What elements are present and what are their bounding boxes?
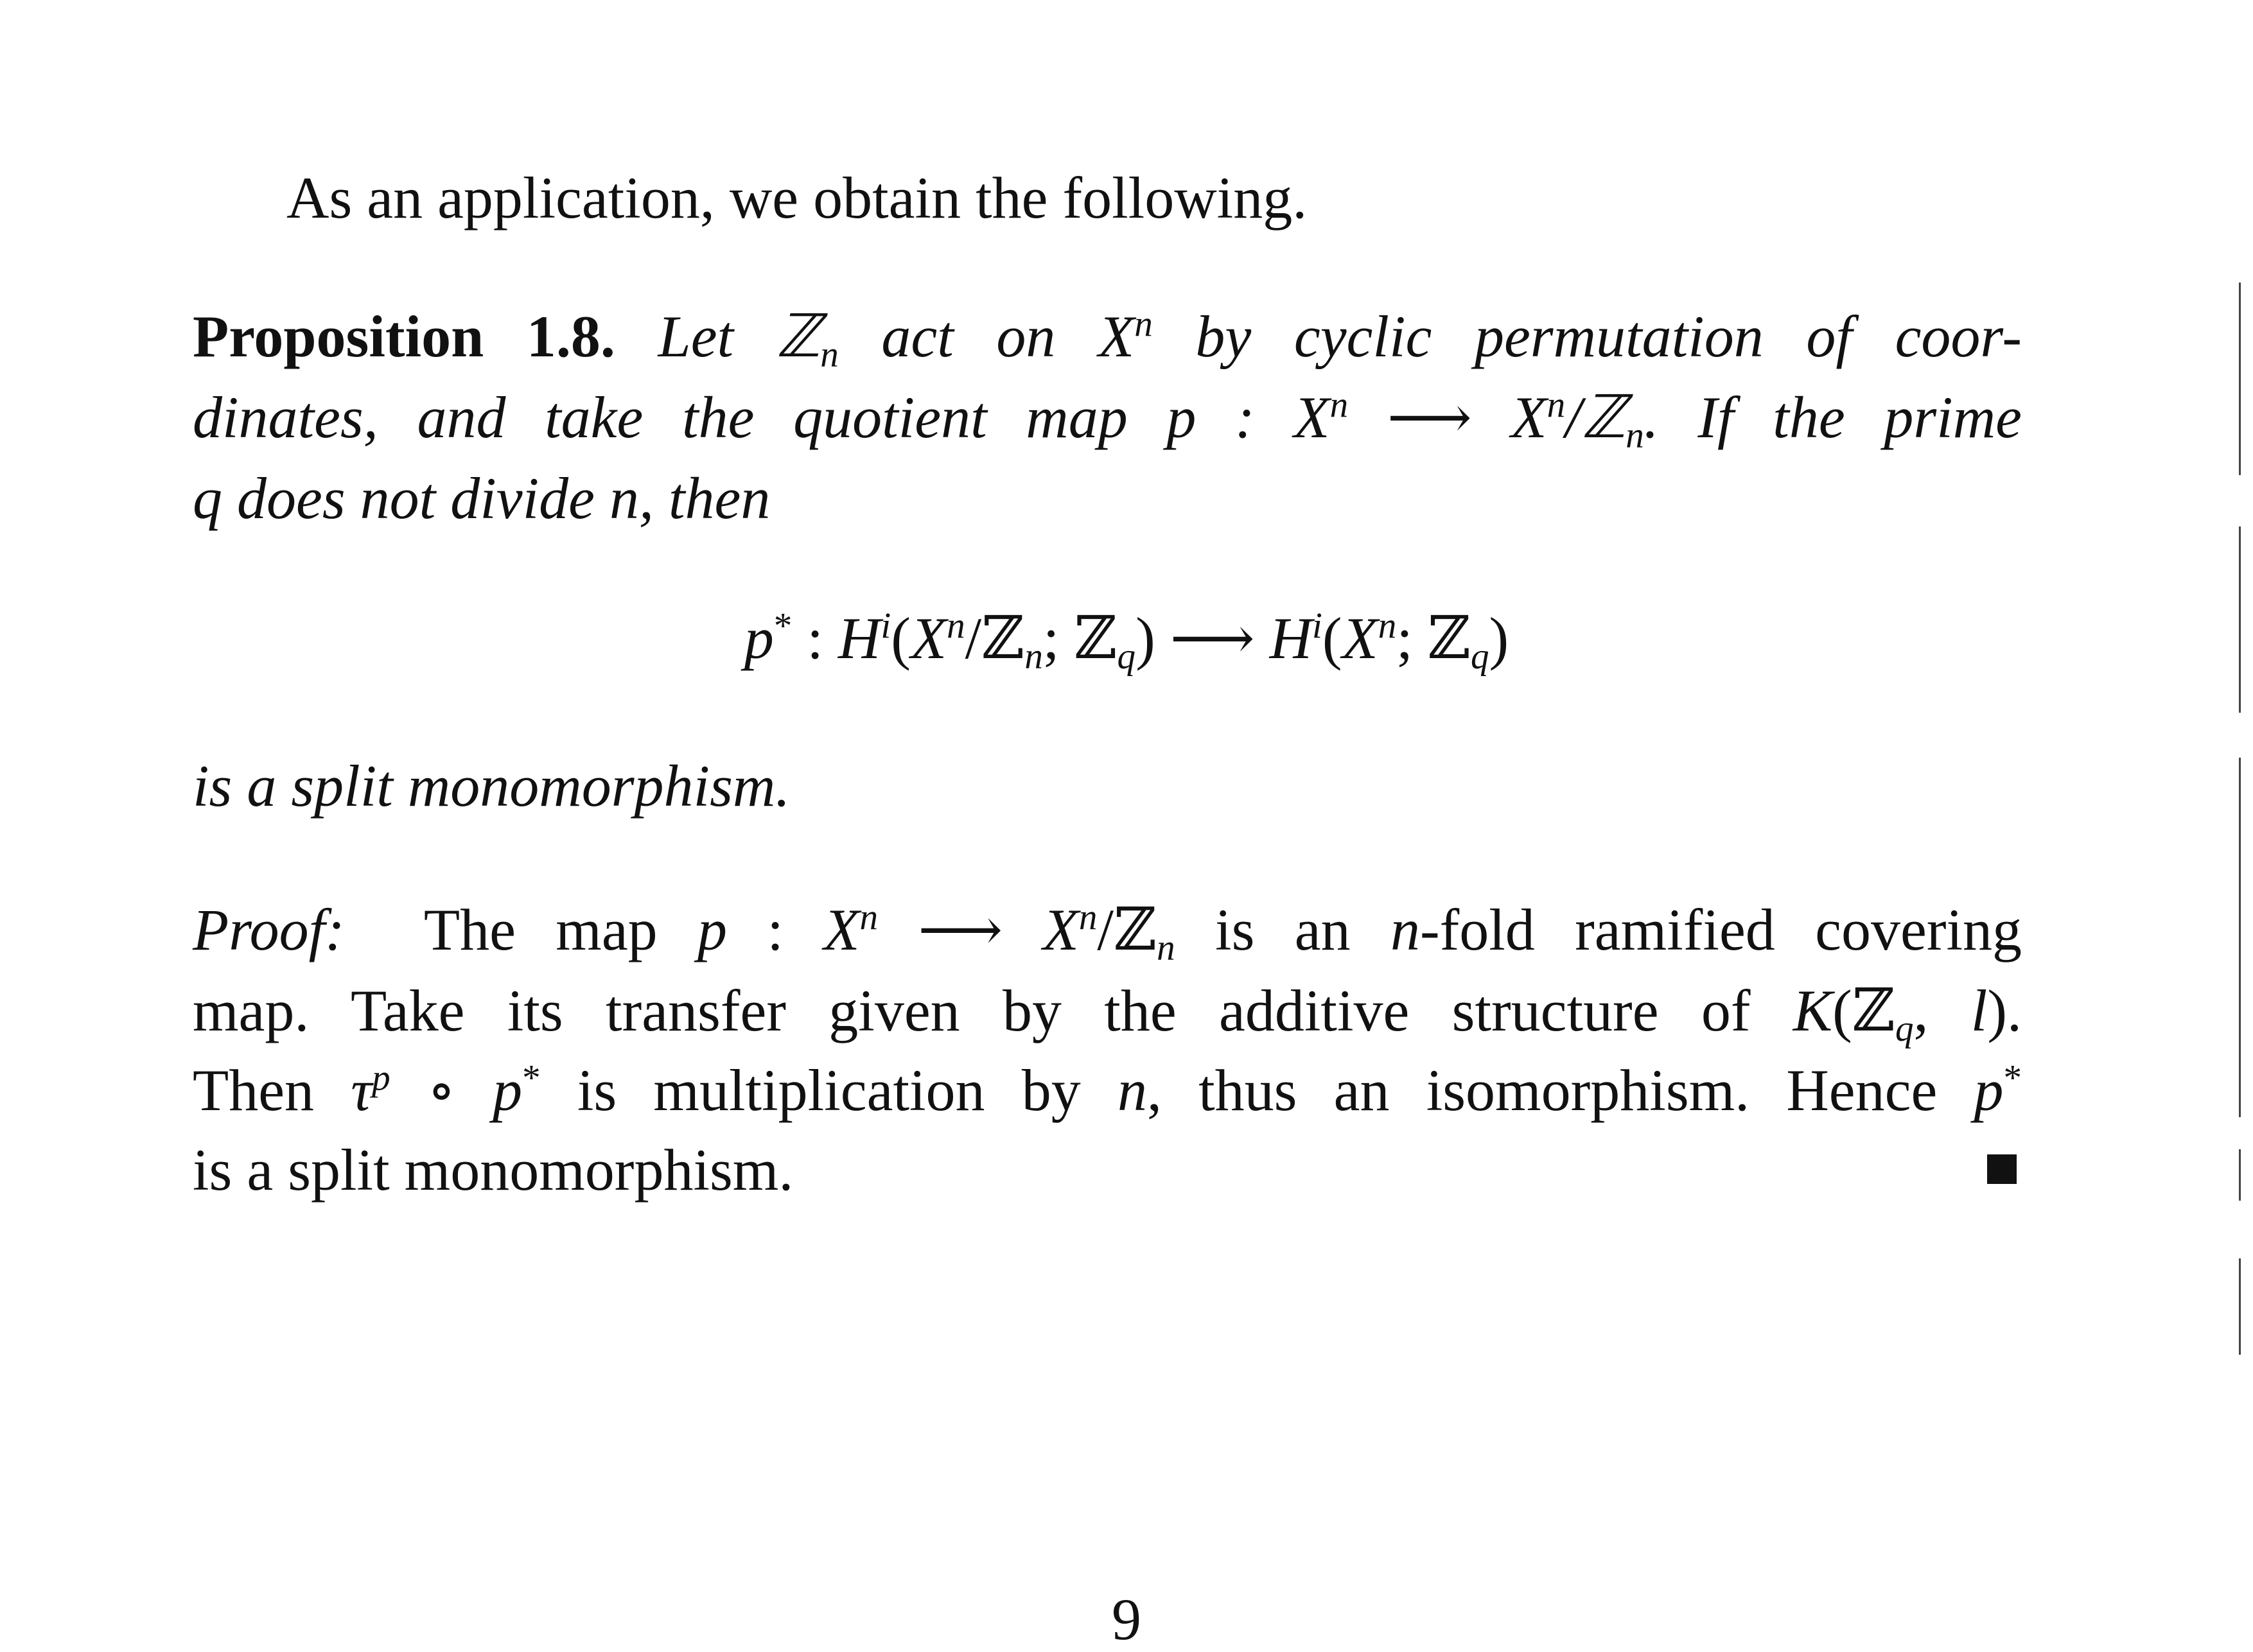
intro-sentence: As an application, we obtain the following. <box>286 165 1308 230</box>
page-number: 9 <box>1112 1587 1141 1652</box>
scan-edge-line <box>2239 1258 2241 1355</box>
display-equation: p* : $H^i(X^n/ℤ_n$; ℤ$_q$) ⟶ $H^i(X^n$; ℤ$_q$) <box>744 605 1509 677</box>
proof-line-4: is a split monomorphism. <box>193 1137 794 1203</box>
qed-square-icon <box>1987 1154 2017 1184</box>
proof-line-3: Then $\tau^p$ ∘ p* is multiplication by n, thus an isomorphism. Hence p* <box>193 1057 2022 1123</box>
proposition-line-3: q does not divide n, then <box>193 465 771 531</box>
scan-edge-line <box>2239 526 2241 713</box>
proposition-line-2: dinates, and take the quotient map p : $X^n$ ⟶ $X^n/ℤ_n$. If the prime <box>193 385 2022 456</box>
proposition-line-1: Proposition 1.8. Let ℤ$_n$ act on $X^n$ by cyclic permutation of coor- <box>193 304 2022 375</box>
scan-edge-line <box>2239 758 2241 1117</box>
proof-label: Proof: <box>193 897 345 962</box>
scan-edge-line <box>2239 1149 2241 1201</box>
proof-line-1: Proof: The map p : $X^n$ ⟶ $X^n/ℤ_n$ is an n-fold ramified covering <box>193 897 2022 968</box>
scan-edge-line <box>2239 283 2241 475</box>
proposition-conclusion: is a split monomorphism. <box>193 753 791 819</box>
proposition-label: Proposition 1.8. <box>193 304 615 369</box>
proof-line-2: map. Take its transfer given by the additive structure of K(ℤ$_q$, l). <box>193 978 2022 1049</box>
